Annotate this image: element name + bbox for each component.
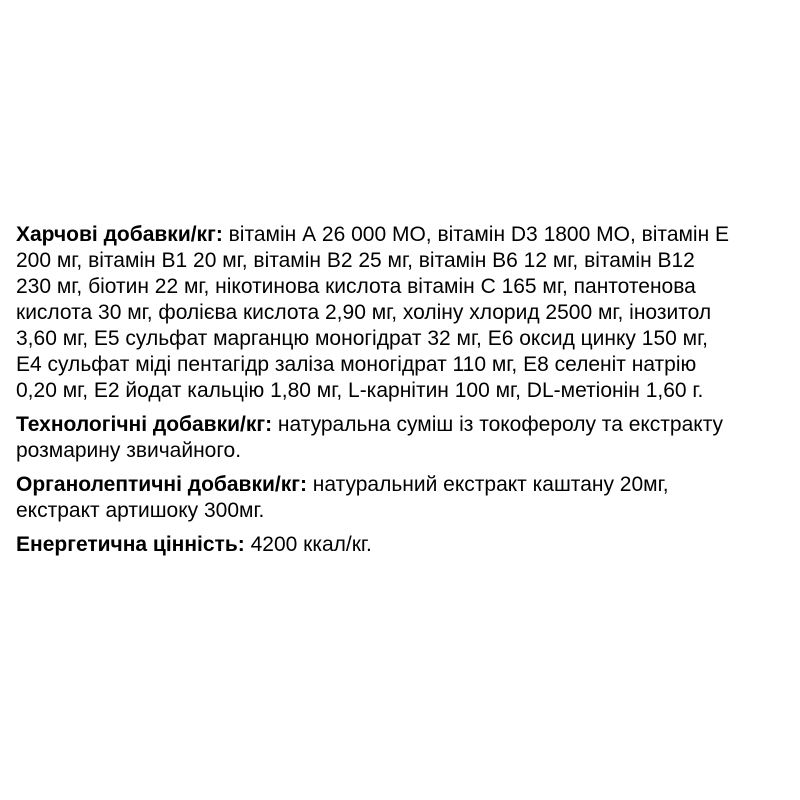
section-organoleptic-additives: [16, 472, 786, 524]
section-heading: Органолептичні добавки/кг:: [16, 473, 307, 496]
section-heading: Харчові добавки/кг:: [16, 223, 223, 246]
section-heading: Енергетична цінність:: [16, 533, 245, 556]
section-text-line: 3,60 мг, Е5 сульфат марганцю моногідрат 32 мг, Е6 оксид цинку 150 мг,: [16, 327, 709, 350]
section-text-line: 4200 ккал/кг.: [244, 533, 372, 556]
section-food-additives: [16, 222, 786, 404]
section-energy-value: [16, 532, 786, 558]
section-text-line: натуральний екстракт каштану 20мг,: [306, 473, 669, 496]
section-text-line: 230 мг, біотин 22 мг, нікотинова кислота вітамін С 165 мг, пантотенова: [16, 275, 696, 298]
section-text-line: Е4 сульфат міді пентагідр заліза моногідрат 110 мг, Е8 селеніт натрію: [16, 353, 697, 376]
section-text-line: кислота 30 мг, фолієва кислота 2,90 мг, холіну хлорид 2500 мг, інозитол: [16, 301, 712, 324]
section-technological-additives: [16, 412, 786, 464]
section-text-line: натуральна суміш із токоферолу та екстракту: [272, 413, 724, 436]
section-text-line: розмарину звичайного.: [16, 439, 242, 462]
section-text-line: 200 мг, вітамін В1 20 мг, вітамін В2 25 мг, вітамін В6 12 мг, вітамін В12: [16, 249, 695, 272]
section-text-line: екстракт артишоку 300мг.: [16, 499, 265, 522]
section-text-line: вітамін А 26 000 МО, вітамін D3 1800 МО, вітамін Е: [222, 223, 730, 246]
nutrition-label-text-block: [16, 222, 786, 566]
section-heading: Технологічні добавки/кг:: [16, 413, 273, 436]
section-text-line: 0,20 мг, Е2 йодат кальцію 1,80 мг, L-карнітин 100 мг, DL-метіонін 1,60 г.: [16, 379, 704, 402]
